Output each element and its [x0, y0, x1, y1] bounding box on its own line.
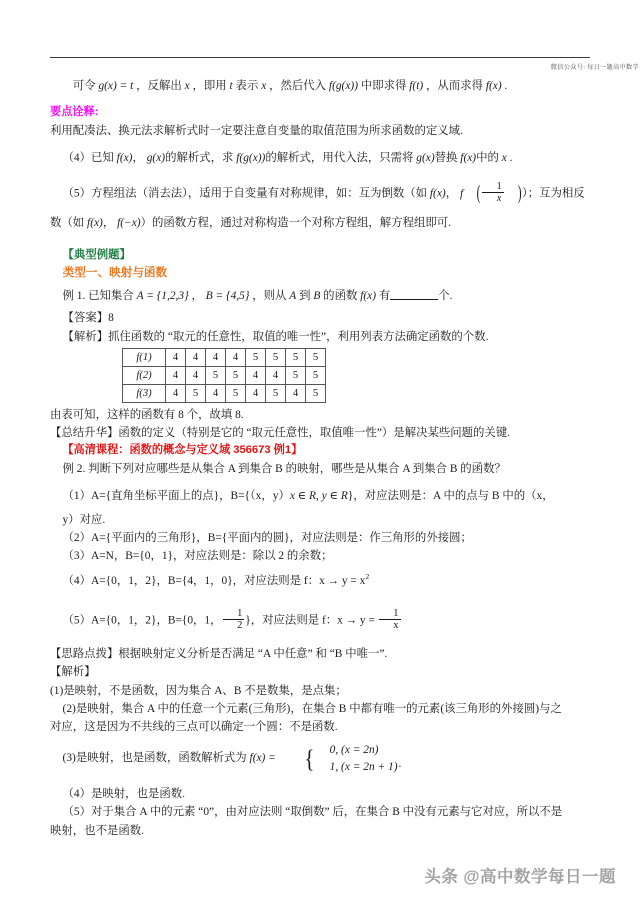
footer-watermark-brand: 头条 @高中数学每日一题: [424, 868, 616, 886]
hint-text: 根据映射定义分析是否满足 “A 中任意” 和 “B 中唯一”.: [118, 648, 388, 661]
text-run: A={直角坐标平面上的点}，B={（x，y）: [91, 490, 290, 503]
math-fx: f(x): [87, 217, 103, 230]
paragraph-summary: [50, 425, 590, 441]
table-row-header: f(2): [123, 366, 166, 384]
text-run: }，对应法则是 f：: [245, 614, 338, 627]
table-cell: 5: [306, 384, 326, 402]
table-cell: 4: [206, 384, 226, 402]
header-watermark: 微信公众号: 每日一题高中数学: [550, 64, 639, 71]
text-run: ，反解出: [133, 80, 185, 92]
page-header: [50, 0, 590, 58]
paragraph-answer-sub-2-line1: (2)是映射，集合 A 中的任意一个元素(三角形)，在集合 B 中都有唯一的元素(该三角形的外接圆)与之: [62, 702, 562, 715]
fraction-numerator: 1: [482, 181, 504, 193]
paragraph-answer-sub-5-line1: （5）对于集合 A 中的元素 “0”，由对应法则 “取倒数” 后，在集合 B 中没有元素与它对应，所以不是: [62, 806, 563, 819]
table-cell: 4: [246, 366, 266, 384]
piecewise-rows: [317, 742, 397, 775]
fraction-numerator: 1: [223, 608, 245, 620]
math-gx: g(x): [416, 152, 435, 165]
math-x-in-R: x ∈ R: [289, 490, 316, 503]
paragraph-answer-1: [50, 310, 590, 326]
text-run: (3)是映射，也是函数，函数解析式为: [62, 752, 250, 765]
fraction-one-half: [223, 608, 245, 631]
spacer: [50, 637, 590, 646]
text-run: .: [506, 152, 513, 165]
table-cell: 5: [286, 348, 306, 366]
text-run: 个.: [438, 290, 453, 303]
fraction-one-over-x: [379, 608, 401, 631]
text-run: A={0，1，2}，B={4，1，0}，对应法则是 f：: [91, 574, 320, 587]
table-cell: 4: [246, 384, 266, 402]
text-run: ，: [188, 290, 206, 303]
fraction-numerator: 1: [379, 608, 401, 620]
math-f-of-t: f(t): [409, 80, 424, 92]
spacer: [50, 238, 590, 247]
paragraph-answer-sub-1: (1)是映射，不是函数，因为集合 A、B 不是数集，是点集；: [50, 684, 347, 697]
list-marker: （1）: [62, 490, 92, 503]
text-run: 中即求得: [358, 80, 410, 92]
piecewise-function: [280, 742, 398, 775]
example-label: 例 1.: [62, 290, 86, 303]
text-run: ，: [102, 217, 118, 230]
math-x: x: [501, 152, 507, 165]
table-cell: 4: [206, 348, 226, 366]
paragraph-sub-1-cont: y）对应.: [62, 513, 106, 526]
paragraph-key-points-body: 利用配凑法、换元法求解析式时一定要注意自变量的取值范围为所求函数的定义域.: [50, 125, 463, 138]
math-gx: g(x): [146, 152, 166, 165]
math-f-of-minus-x: f(−x): [117, 217, 141, 230]
text-run: 可令: [72, 80, 99, 92]
table-cell: 5: [186, 384, 206, 402]
piecewise-case-odd: 1, (x = 2n + 1): [329, 760, 398, 773]
summary-label: 【总结升华】: [50, 427, 119, 440]
table-cell: 5: [306, 366, 326, 384]
answer-blank: [390, 299, 438, 300]
paragraph-answer-sub-2-line2: 对应，这是因为不共线的三点可以确定一个圆：不是函数.: [50, 720, 338, 733]
text-run: ，: [445, 188, 460, 201]
math-x: x: [261, 80, 267, 92]
paragraph-method-4: [50, 150, 590, 166]
fraction-denominator: 2: [237, 620, 243, 632]
math-y-in-R: y ∈ R: [321, 490, 348, 503]
paragraph-sub-2: （2）A={平面内的三角形}，B={平面内的圆}，对应法则是：作三角形的外接圆；: [62, 531, 472, 544]
paren-open: (: [476, 183, 481, 205]
math-x: x: [184, 80, 190, 92]
math-fx: f(x): [116, 152, 133, 165]
math-gx-equals-t: g(x) = t: [98, 80, 134, 92]
text-run: 表示: [232, 80, 262, 92]
text-run: ，即用: [189, 80, 230, 92]
math-exponent: 2: [365, 572, 370, 582]
fraction-one-over-x: [482, 181, 504, 204]
list-marker: （5）: [62, 188, 92, 201]
table-row: [123, 348, 326, 366]
paragraph-example-2: [50, 461, 590, 477]
math-f-of-gx: f(g(x)): [236, 152, 266, 165]
text-run: 替换: [434, 152, 461, 165]
text-run: ）；互为相反: [522, 188, 585, 201]
table-cell: 4: [186, 348, 206, 366]
text-run: 有: [376, 290, 391, 303]
math-fx: f(x): [429, 188, 446, 201]
fraction-denominator: x: [393, 620, 399, 632]
analysis-text: 抓住函数的 “取元的任意性，取值的唯一性”，利用列表方法确定函数的个数.: [108, 330, 489, 343]
paragraph-answer-sub-3: [50, 742, 590, 775]
table-row: [123, 384, 326, 402]
math-fx-equals: f(x) =: [249, 752, 279, 765]
table-cell: 4: [226, 348, 246, 366]
math-f-of-gx: f(g(x)): [328, 80, 358, 92]
table-cell: 4: [286, 384, 306, 402]
math-set-b: B = {4,5}: [205, 290, 250, 303]
text-run: ,: [316, 490, 322, 503]
table-row-header: f(3): [123, 384, 166, 402]
text-run: 的解析式，求: [165, 152, 237, 165]
math-fx: f(x): [460, 152, 477, 165]
paragraph-answer-sub-5-line2: 映射，也不是函数.: [50, 824, 144, 837]
example-label: 例 2.: [62, 463, 86, 476]
fraction-denominator: x: [496, 193, 502, 205]
paragraph-analysis-2-label: 【解析】: [50, 666, 96, 679]
text-run: 的解析式，用代入法，只需将: [265, 152, 417, 165]
paragraph-sub-5: [50, 608, 590, 631]
table-cell: 5: [246, 348, 266, 366]
list-marker: （4）: [62, 574, 92, 587]
heading-typical-examples: 【典型例题】: [62, 248, 131, 261]
answer-value: 8: [108, 312, 114, 325]
math-f-reciprocal: f: [459, 188, 464, 201]
piecewise-case-even: 0, (x = 2n): [329, 744, 379, 757]
table-cell: 4: [166, 384, 186, 402]
heading-key-points: 要点诠释:: [50, 106, 99, 119]
function-enumeration-table: [122, 348, 326, 403]
math-fx: f(x): [360, 290, 377, 303]
table-cell: 5: [306, 348, 326, 366]
paragraph-answer-sub-4: （4）是映射，也是函数.: [62, 788, 185, 801]
text-run: ）的函数方程，通过对称构造一个对称方程组，解方程组即可.: [140, 217, 451, 230]
table-row: [123, 366, 326, 384]
paragraph-method-5-cont: [50, 215, 590, 231]
text-run: 的函数: [320, 290, 361, 303]
list-marker: （4）: [62, 152, 92, 165]
spacer: [50, 595, 590, 608]
document-body: [50, 58, 590, 839]
text-run: .: [501, 80, 508, 92]
brace-icon: {: [304, 743, 315, 773]
paragraph-sub-1: [50, 488, 590, 504]
paragraph-hint: [50, 646, 590, 662]
table-row-header: f(1): [123, 348, 166, 366]
heading-type-one: 类型一、映射与函数: [62, 265, 168, 279]
table-cell: 5: [226, 366, 246, 384]
text-run: 方程组法（消去法），适用于自变量有对称规律，如：互为倒数（如: [91, 188, 430, 201]
paragraph-example-1: [50, 288, 590, 304]
text-run: A={0，1，2}，B={0，1，: [91, 614, 222, 627]
text-run: }，对应法则是：A 中的点与 B 中的（x，: [347, 490, 554, 503]
text-run: 中的: [476, 152, 502, 165]
text-run: ，从而求得: [423, 80, 486, 92]
text-run: 判断下列对应哪些是从集合 A 到集合 B 的映射，哪些是从集合 A 到集合 B 的函数？: [85, 463, 506, 476]
paren-close: ): [517, 183, 522, 205]
table-cell: 5: [286, 366, 306, 384]
math-f-of-x: f(x): [485, 80, 502, 92]
table-cell: 4: [166, 366, 186, 384]
paragraph-substitution-method: [50, 78, 590, 94]
math-mapping-x-to-reciprocal: x → y =: [337, 614, 378, 627]
table-cell: 4: [166, 348, 186, 366]
text-run: 已知集合: [85, 290, 137, 303]
paragraph-method-5: [50, 181, 590, 204]
text-run: 到: [296, 290, 314, 303]
table-cell: 4: [186, 366, 206, 384]
text-run: 已知: [91, 152, 117, 165]
text-run: .: [398, 757, 402, 770]
math-A: A: [289, 290, 297, 303]
paragraph-table-conclusion: 由表可知，这样的函数有 8 个，故填 8.: [50, 408, 244, 421]
paragraph-analysis-1: [50, 329, 590, 345]
answer-label: 【答案】: [62, 312, 109, 325]
table-cell: 5: [206, 366, 226, 384]
math-t: t: [229, 80, 233, 92]
table-cell: 5: [226, 384, 246, 402]
text-run: 数（如: [50, 217, 88, 230]
text-run: ，然后代入: [266, 80, 329, 92]
paragraph-sub-3: （3）A=N，B={0，1}，对应法则是：除以 2 的余数；: [62, 549, 333, 562]
heading-hd-course: 【高清课程：函数的概念与定义域 356673 例1】: [62, 444, 303, 457]
list-marker: （5）: [62, 614, 92, 627]
table-cell: 5: [266, 384, 286, 402]
math-B: B: [313, 290, 321, 303]
text-run: ，: [132, 152, 147, 165]
analysis-label: 【解析】: [62, 330, 109, 343]
table-cell: 5: [266, 348, 286, 366]
math-mapping-x-to-x-squared: x → y = x: [319, 574, 366, 587]
table-cell: 4: [266, 366, 286, 384]
hint-label: 【思路点拨】: [50, 648, 119, 661]
summary-text: 函数的定义（特别是它的 “取元任意性，取值唯一性”）是解决某些问题的关键.: [118, 427, 511, 440]
math-set-a: A = {1,2,3}: [136, 290, 189, 303]
text-run: ，则从: [249, 290, 290, 303]
function-enumeration-table-wrapper: [50, 348, 590, 403]
paragraph-sub-4: [50, 571, 590, 589]
